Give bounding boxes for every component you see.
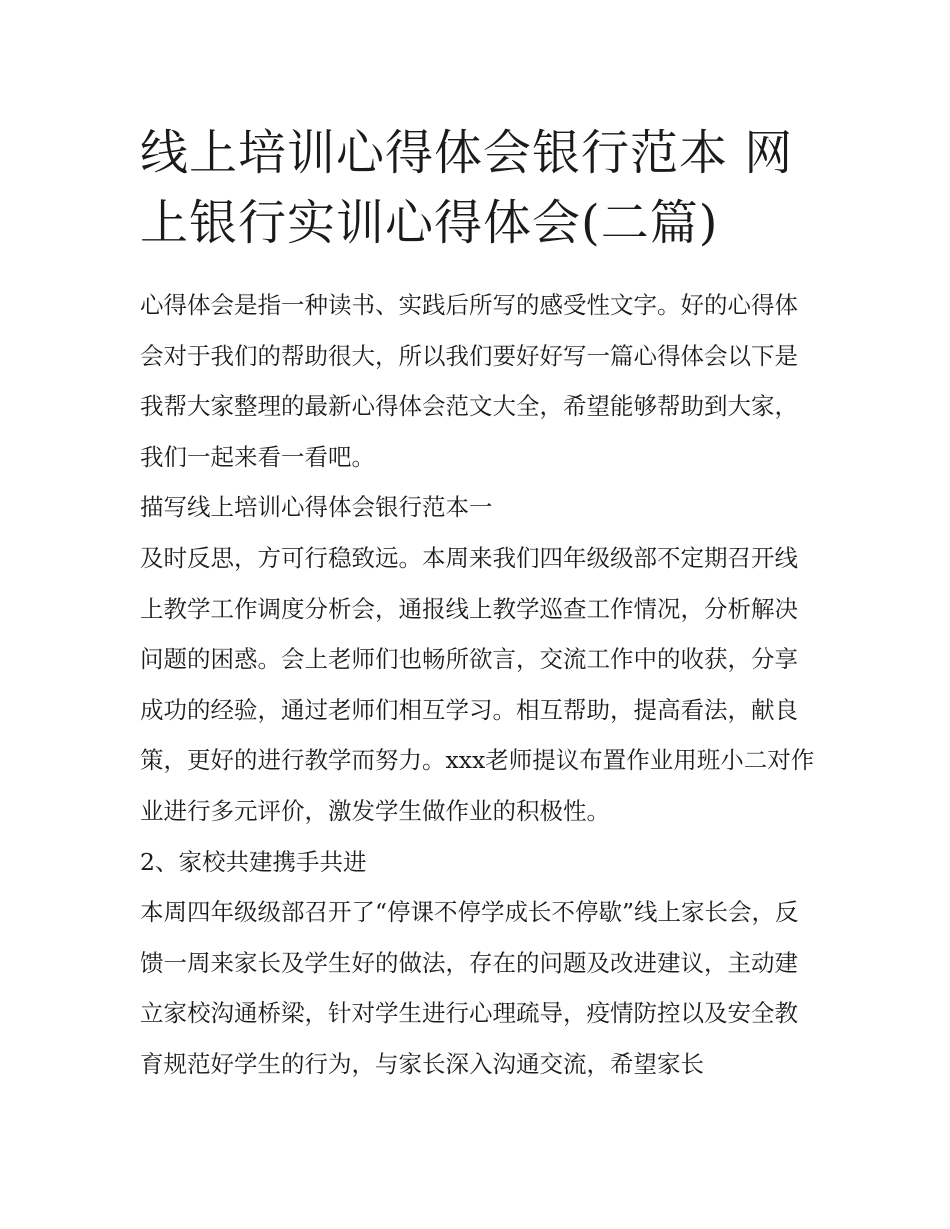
document-body <box>140 280 816 1090</box>
section-heading-2: 2、家校共建携手共进 <box>140 847 367 876</box>
paragraph-reflection: 及时反思，方可行稳致远。本周来我们四年级级部不定期召开线上教学工作调度分析会，通报线上教学巡查工作情况，分析解决问题的困惑。会上老师们也畅所欲言，交流工作中的收获，分享成功的经验，通过老师们相互学习。相互帮助，提高看法，献良策，更好的进行教学而努力。xxx老师提议布置作业用班小二对作业进行多元评价，激发学生做作业的积极性。 <box>140 543 815 825</box>
paragraph-home-school: 本周四年级级部召开了“停课不停学成长不停歇”线上家长会，反馈一周来家长及学生好的做法，存在的问题及改进建议，主动建立家校沟通桥梁，针对学生进行心理疏导，疫情防控以及安全教育规范好学生的行为，与家长深入沟通交流，希望家长 <box>140 898 799 1078</box>
document-title: 线上培训心得体会银行范本 网上银行实训心得体会(二篇) <box>140 125 794 251</box>
section-heading-1: 描写线上培训心得体会银行范本一 <box>140 493 493 522</box>
paragraph-intro: 心得体会是指一种读书、实践后所写的感受性文字。好的心得体会对于我们的帮助很大，所以我们要好好写一篇心得体会以下是我帮大家整理的最新心得体会范文大全，希望能够帮助到大家，我们一起来看一看吧。 <box>140 291 798 471</box>
